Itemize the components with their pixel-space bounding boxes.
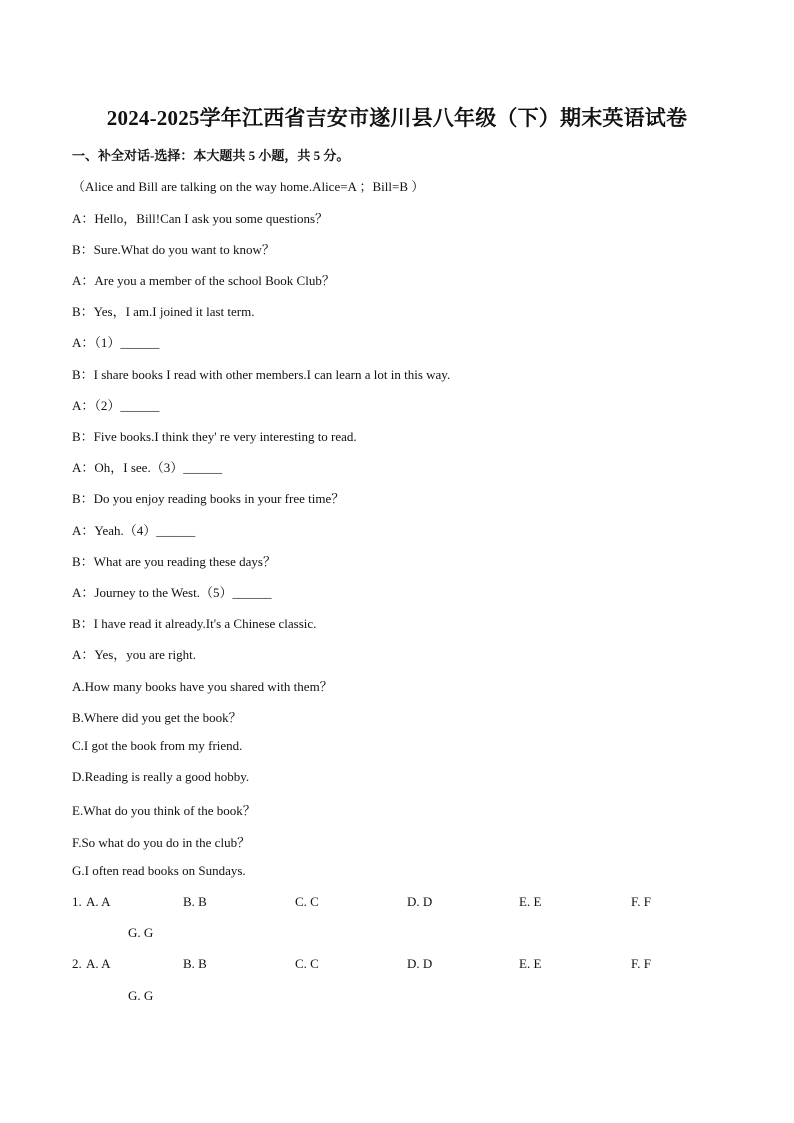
section-heading: 一、补全对话-选择：本大题共 5 小题，共 5 分。 — [72, 148, 350, 163]
dialogue-line: B：I have read it already.It's a Chinese classic. — [72, 616, 317, 631]
dialogue-line: B：Do you enjoy reading books in your free time？ — [72, 491, 345, 506]
answer-choice: A.How many books have you shared with them？ — [72, 679, 333, 694]
option-e[interactable]: E. E — [519, 894, 542, 909]
answer-choice: C.I got the book from my friend. — [72, 738, 243, 753]
option-a[interactable]: A. A — [86, 894, 111, 909]
dialogue-line: A：Yeah.（4）______ — [72, 523, 196, 538]
option-d[interactable]: D. D — [407, 956, 433, 971]
option-b[interactable]: B. B — [183, 956, 207, 971]
dialogue-line: B：Five books.I think they' re very interesting to read. — [72, 429, 357, 444]
question-1 — [72, 894, 712, 912]
answer-choice: B.Where did you get the book？ — [72, 710, 242, 725]
dialogue-intro: （Alice and Bill are talking on the way home.Alice=A ；Bill=B ） — [72, 179, 425, 194]
option-f[interactable]: F. F — [631, 894, 651, 909]
dialogue-line: A：Hello，Bill!Can I ask you some questions？ — [72, 211, 329, 226]
option-c[interactable]: C. C — [295, 956, 319, 971]
question-2-cont — [72, 988, 712, 1006]
dialogue-line: A：（2）______ — [72, 398, 160, 413]
dialogue-line: B：Sure.What do you want to know？ — [72, 242, 275, 257]
dialogue-line: A：Oh，I see.（3）______ — [72, 460, 223, 475]
dialogue-line: A：Yes，you are right. — [72, 647, 196, 662]
answer-choice: E.What do you think of the book？ — [72, 803, 256, 818]
dialogue-line: B：Yes，I am.I joined it last term. — [72, 304, 255, 319]
option-a[interactable]: A. A — [86, 956, 111, 971]
page-title: 2024-2025学年江西省吉安市遂川县八年级（下）期末英语试卷 — [106, 106, 688, 130]
dialogue-line: A：（1）______ — [72, 335, 160, 350]
dialogue-line: A：Are you a member of the school Book Club？ — [72, 273, 335, 288]
question-number: 1. — [72, 894, 82, 909]
option-f[interactable]: F. F — [631, 956, 651, 971]
option-g[interactable]: G. G — [128, 925, 154, 940]
dialogue-line: B：I share books I read with other members.I can learn a lot in this way. — [72, 367, 451, 382]
question-2 — [72, 956, 712, 974]
question-1-cont — [72, 925, 712, 943]
option-c[interactable]: C. C — [295, 894, 319, 909]
answer-choice: D.Reading is really a good hobby. — [72, 769, 250, 784]
dialogue-line: A：Journey to the West.（5）______ — [72, 585, 272, 600]
option-b[interactable]: B. B — [183, 894, 207, 909]
option-d[interactable]: D. D — [407, 894, 433, 909]
answer-choice: G.I often read books on Sundays. — [72, 863, 246, 878]
dialogue-line: B：What are you reading these days？ — [72, 554, 276, 569]
answer-choice: F.So what do you do in the club？ — [72, 835, 251, 850]
option-g[interactable]: G. G — [128, 988, 154, 1003]
option-e[interactable]: E. E — [519, 956, 542, 971]
question-number: 2. — [72, 956, 82, 971]
